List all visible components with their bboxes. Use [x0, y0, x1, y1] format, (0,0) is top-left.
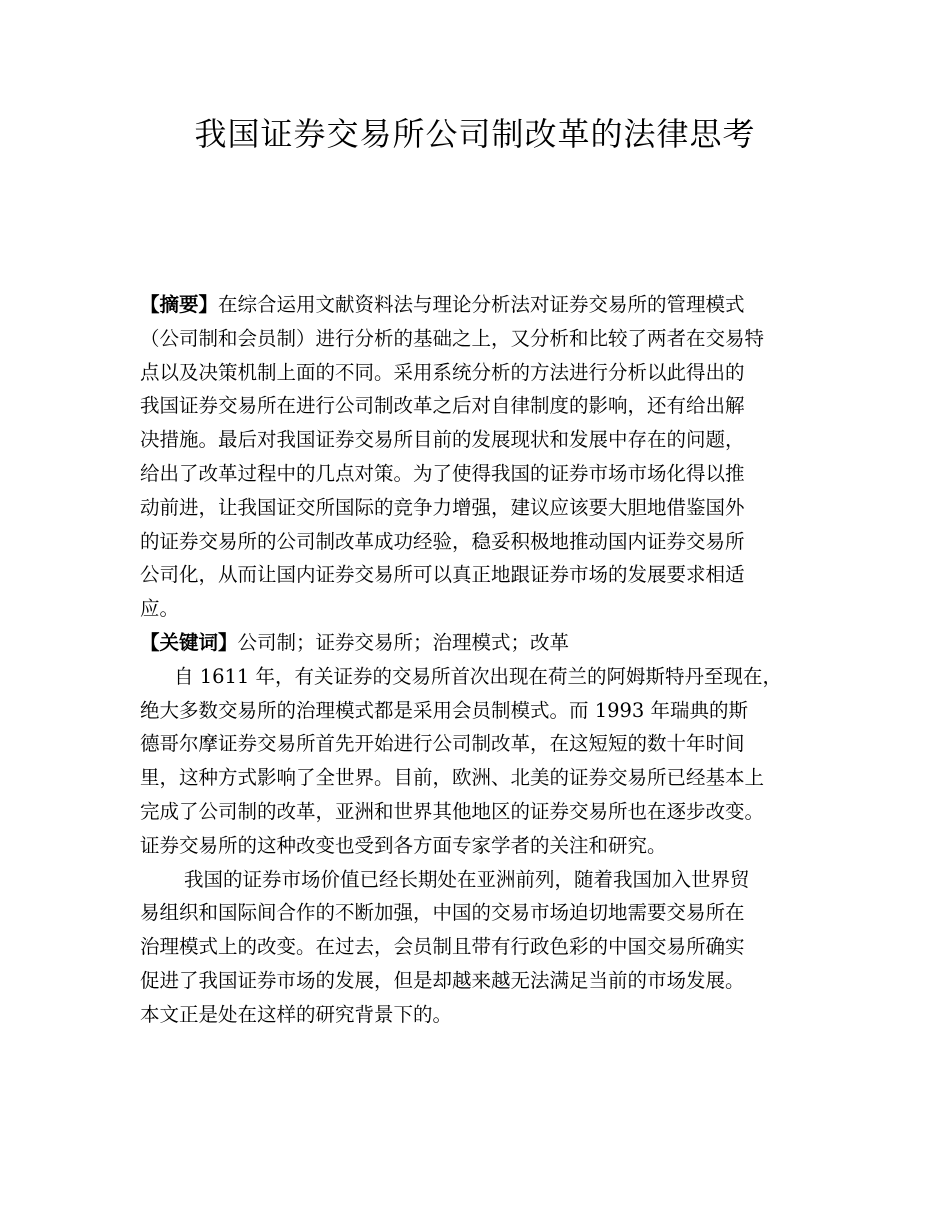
abstract-text: 在综合运用文献资料法与理论分析法对证券交易所的管理模式	[218, 293, 745, 316]
abstract-line: （公司制和会员制）进行分析的基础之上，又分析和比较了两者在交易特	[140, 326, 765, 350]
paragraph-line: 治理模式上的改变。在过去，会员制且带有行政色彩的中国交易所确实	[140, 935, 745, 959]
paragraph-line: 我国的证券市场价值已经长期处在亚洲前列，随着我国加入世界贸	[184, 867, 750, 891]
abstract-line	[140, 288, 830, 322]
paragraph-line: 绝大多数交易所的治理模式都是采用会员制模式。而 1993 年瑞典的斯	[140, 698, 749, 722]
abstract-line: 应。	[140, 597, 180, 621]
abstract-line: 的证券交易所的公司制改革成功经验，稳妥积极地推动国内证券交易所	[140, 529, 745, 553]
abstract-line: 给出了改革过程中的几点对策。为了使得我国的证券市场市场化得以推	[140, 461, 745, 485]
keywords-paragraph	[140, 626, 830, 660]
paragraph-line: 里，这种方式影响了全世界。目前，欧洲、北美的证券交易所已经基本上	[140, 766, 765, 790]
keywords-label: 【关键词】	[140, 630, 238, 654]
body-paragraph-2	[140, 863, 830, 1032]
abstract-line: 点以及决策机制上面的不同。采用系统分析的方法进行分析以此得出的	[140, 360, 745, 384]
abstract-line: 公司化，从而让国内证券交易所可以真正地跟证券市场的发展要求相适	[140, 563, 745, 587]
abstract-line: 决措施。最后对我国证券交易所目前的发展现状和发展中存在的问题，	[140, 428, 745, 452]
paragraph-line: 自 1611 年，有关证券的交易所首次出现在荷兰的阿姆斯特丹至现在，	[174, 664, 783, 688]
abstract-paragraph	[140, 288, 830, 626]
abstract-line: 动前进，让我国证交所国际的竞争力增强，建议应该要大胆地借鉴国外	[140, 495, 745, 519]
document-body	[140, 288, 830, 1032]
paragraph-line: 易组织和国际间合作的不断加强，中国的交易市场迫切地需要交易所在	[140, 901, 745, 925]
keywords-line	[140, 626, 830, 660]
abstract-line: 我国证券交易所在进行公司制改革之后对自律制度的影响，还有给出解	[140, 394, 745, 418]
abstract-label: 【摘要】	[140, 293, 219, 316]
paragraph-line: 完成了公司制的改革，亚洲和世界其他地区的证券交易所也在逐步改变。	[140, 799, 765, 823]
body-paragraph-1	[140, 660, 830, 863]
paragraph-line: 证券交易所的这种改变也受到各方面专家学者的关注和研究。	[140, 833, 667, 857]
paragraph-line: 德哥尔摩证券交易所首先开始进行公司制改革，在这短短的数十年时间	[140, 732, 745, 756]
paragraph-line: 本文正是处在这样的研究背景下的。	[140, 1002, 453, 1026]
keywords-text: 公司制；证券交易所；治理模式；改革	[237, 630, 570, 654]
document-title: 我国证券交易所公司制改革的法律思考	[194, 115, 756, 153]
paragraph-line: 促进了我国证券市场的发展，但是却越来越无法满足当前的市场发展。	[140, 968, 745, 992]
